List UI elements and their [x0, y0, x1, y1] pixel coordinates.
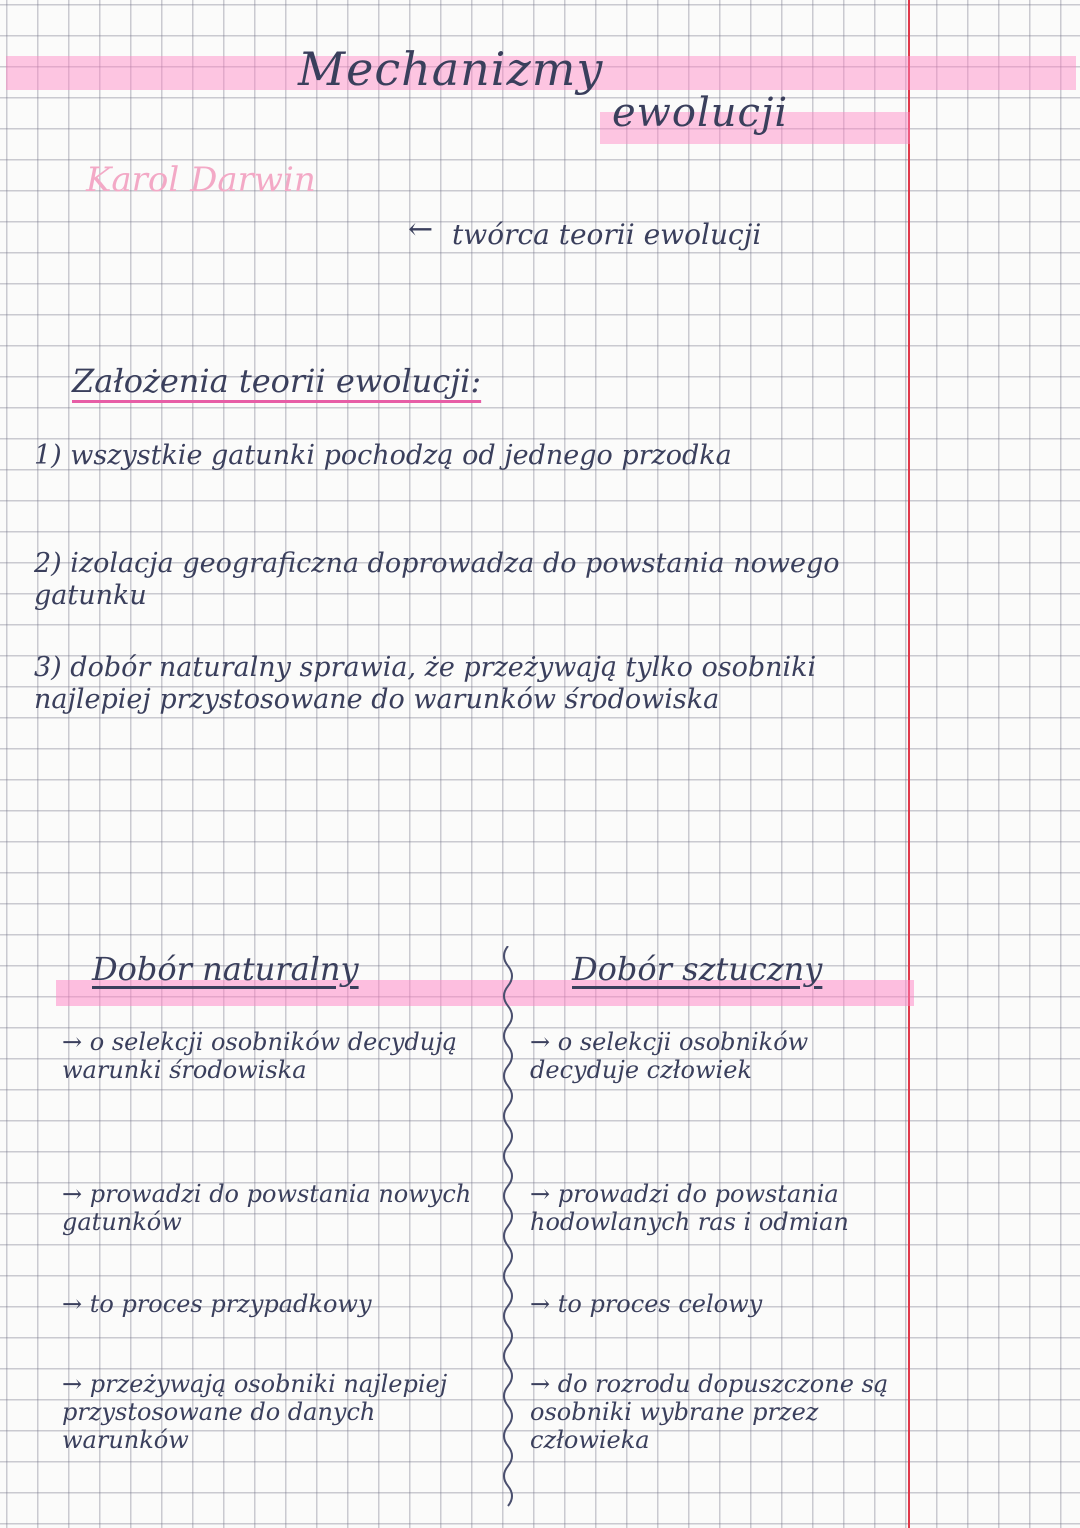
- assumptions-heading: Założenia teorii ewolucji:: [72, 362, 482, 400]
- left-arrow-icon: ←: [408, 212, 434, 247]
- assumption-item: 3) dobór naturalny sprawia, że przeżywają tylko osobniki najlepiej przystosowane do warunków środowiska: [34, 652, 817, 715]
- assumption-item: 1) wszystkie gatunki pochodzą od jednego przodka: [34, 440, 732, 471]
- author-note: twórca teorii ewolucji: [452, 218, 762, 251]
- natural-point: → przeżywają osobniki najlepiej przystosowane do danych warunków: [62, 1370, 448, 1454]
- artificial-point: → to proces celowy: [530, 1290, 763, 1318]
- assumption-item: 2) izolacja geograficzna doprowadza do powstania nowego gatunku: [34, 548, 840, 611]
- artificial-point: → o selekcji osobników decyduje człowiek: [530, 1028, 809, 1084]
- artificial-point: → do rozrodu dopuszczone są osobniki wybrane przez człowieka: [530, 1370, 889, 1454]
- natural-point: → prowadzi do powstania nowych gatunków: [62, 1180, 472, 1236]
- column-divider: [496, 946, 520, 1516]
- natural-point: → o selekcji osobników decydują warunki środowiska: [62, 1028, 457, 1084]
- natural-selection-heading: Dobór naturalny: [92, 950, 359, 988]
- natural-point: → to proces przypadkowy: [62, 1290, 372, 1318]
- page-title-line2: ewolucji: [612, 90, 789, 136]
- page-title: Mechanizmy: [298, 42, 604, 96]
- author-name: Karol Darwin: [86, 160, 316, 200]
- artificial-selection-heading: Dobór sztuczny: [572, 950, 823, 988]
- artificial-point: → prowadzi do powstania hodowlanych ras i odmian: [530, 1180, 849, 1236]
